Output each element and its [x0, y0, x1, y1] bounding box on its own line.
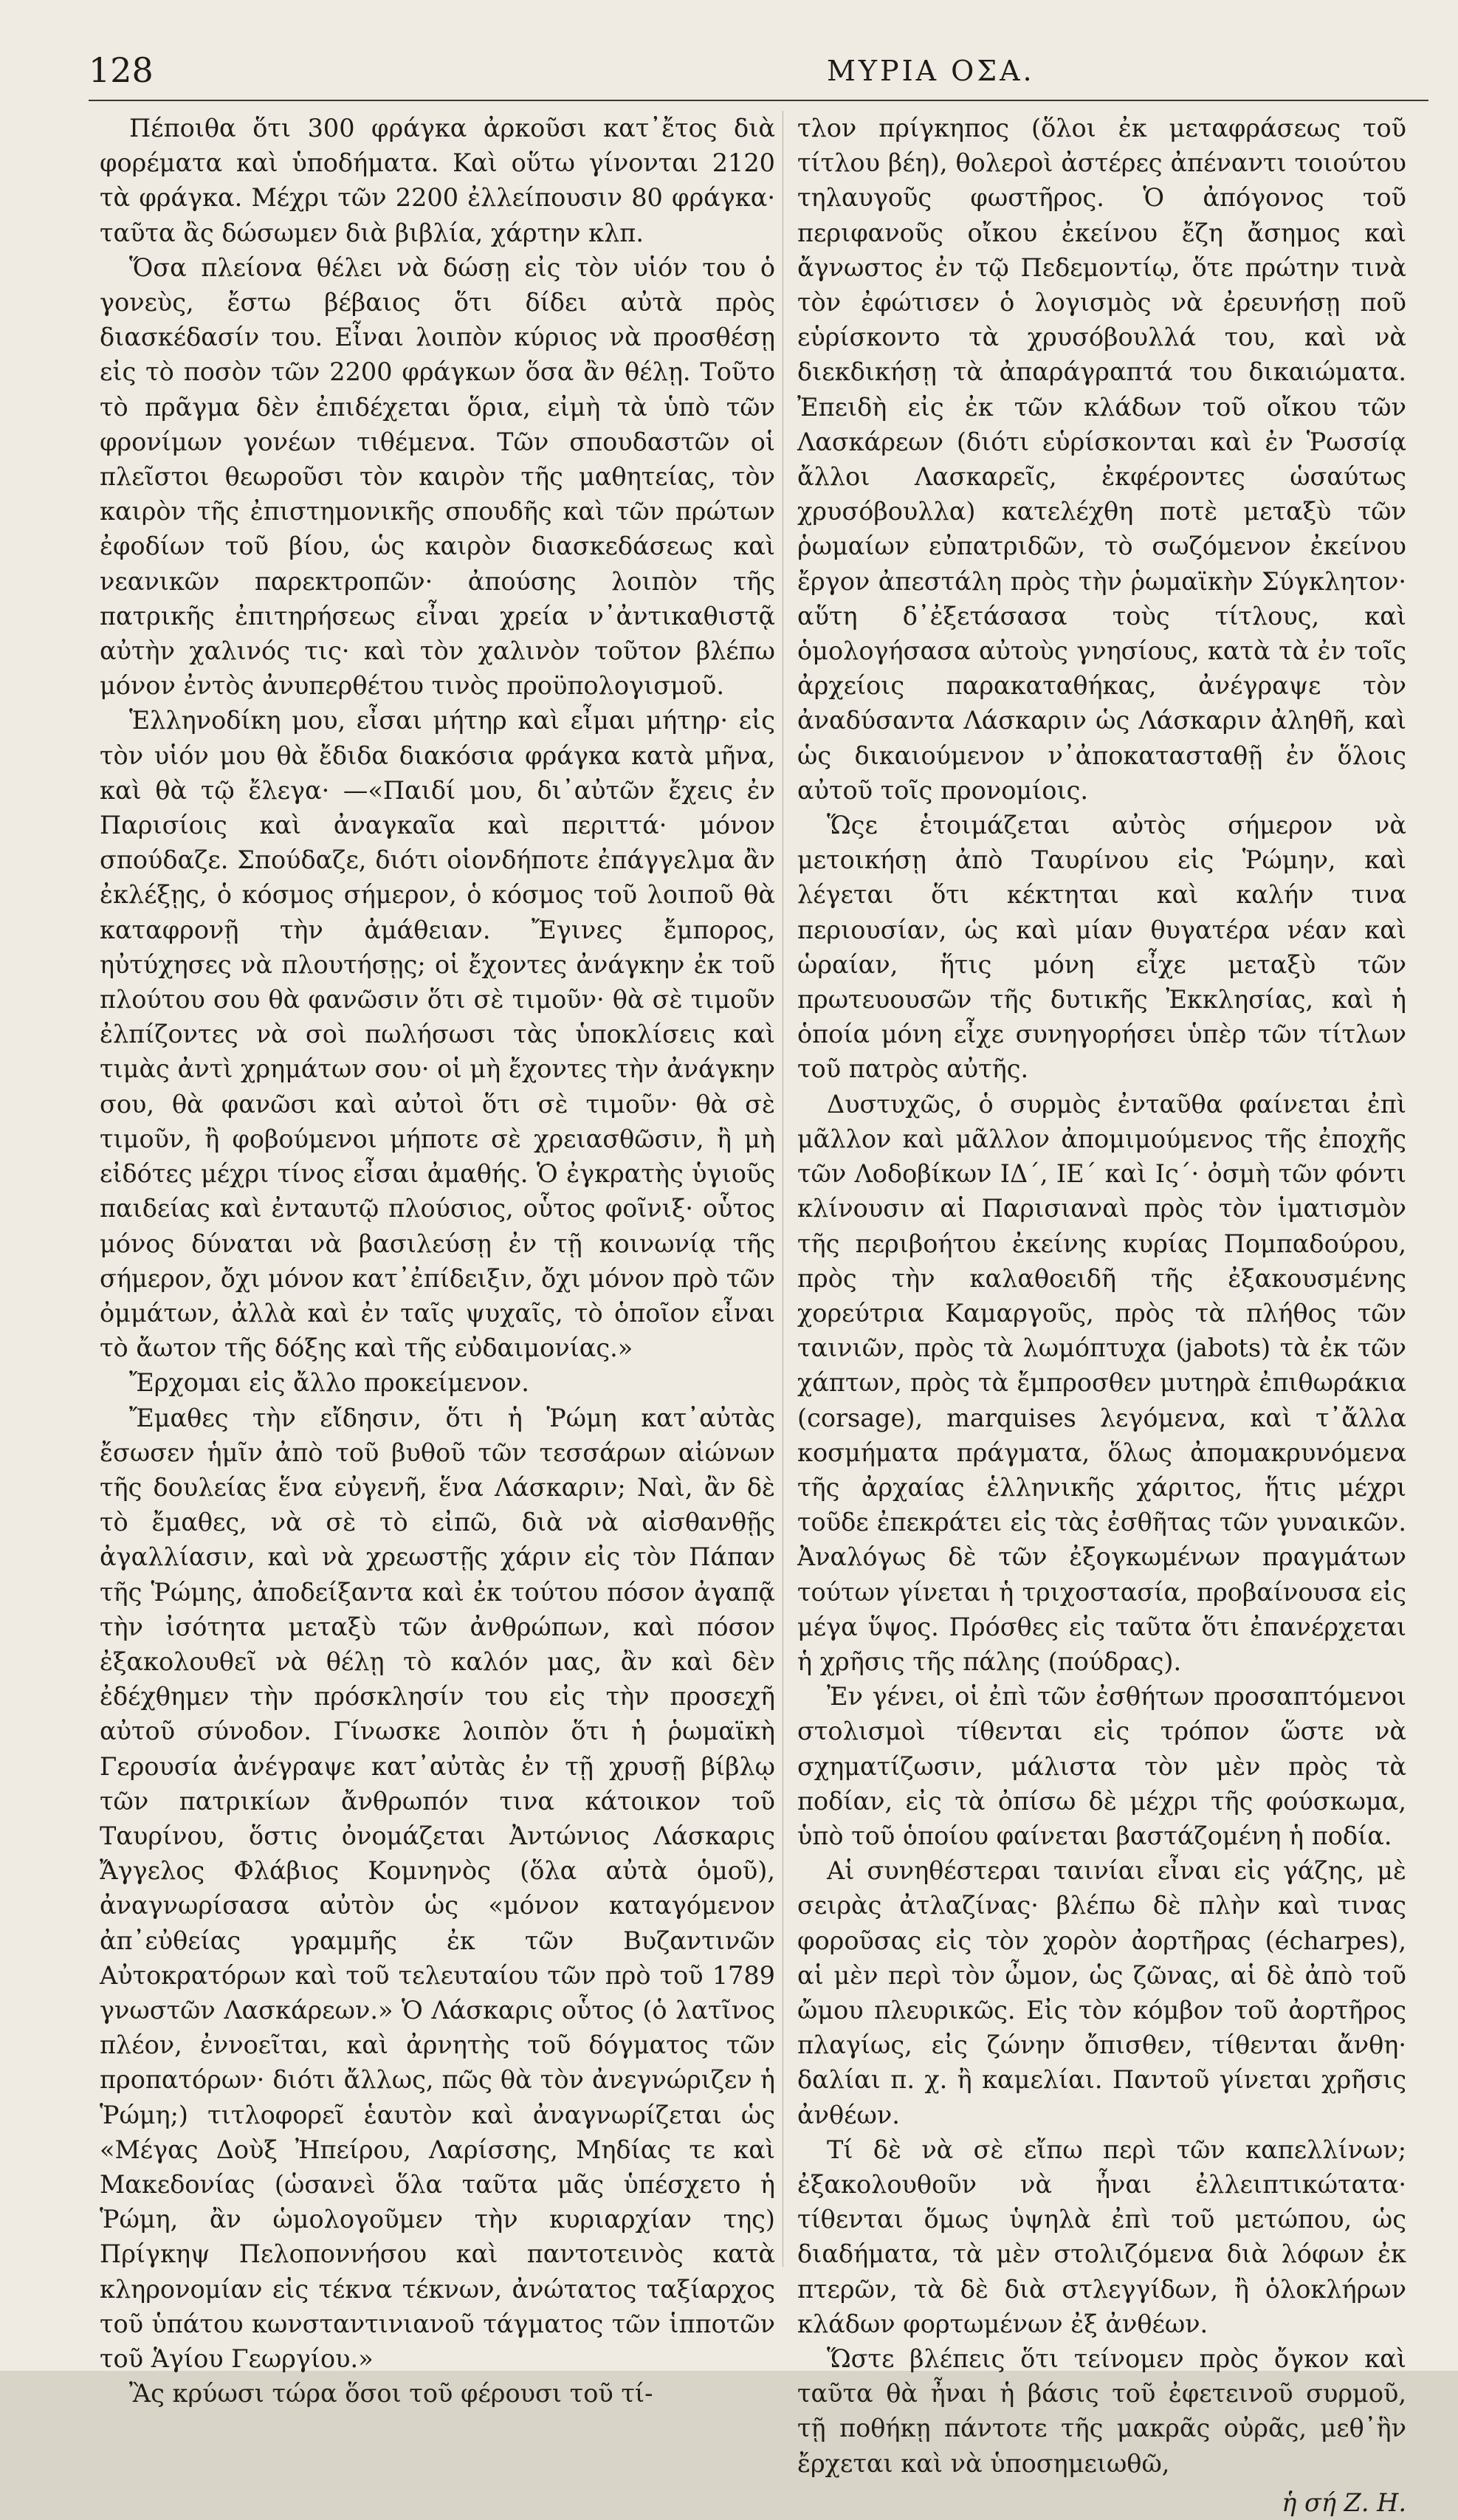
paragraph: Ὥστε βλέπεις ὅτι τείνομεν πρὸς ὄγκον καὶ ταῦτα θὰ ἦναι ἡ βάσις τοῦ ἐφετεινοῦ συρμοῦ, τῇ ποθήκῃ πάντοτε τῆς μακρᾶς οὐρᾶς, μεθ᾽ἣν ἔρχεται καὶ νὰ ὑποσημειωθῶ,: [797, 2344, 1406, 2478]
paragraph: Ἔρχομαι εἰς ἄλλο προκείμενον.: [129, 1368, 529, 1398]
paragraph: Τί δὲ νὰ σὲ εἴπω περὶ τῶν καπελλίνων; ἐξακολουθοῦν νὰ ἦναι ἐλλειπτικώτατα· τίθενται ὅμως ὑψηλὰ ἐπὶ τοῦ μετώπου, ὡς διαδήματα, τὰ μὲν στολιζόμενα διὰ λόφων ἐκ πτερῶν, τὰ δὲ διὰ στλεγγίδων, ἢ ὁλοκλήρων κλάδων φορτωμένων ἐξ ἀνθέων.: [797, 2135, 1406, 2338]
paragraph: Ἔμαθες τὴν εἴδησιν, ὅτι ἡ Ῥώμη κατ᾽αὐτὰς ἔσωσεν ἡμῖν ἀπὸ τοῦ βυθοῦ τῶν τεσσάρων αἰώνων τῆς δουλείας ἕνα εὐγενῆ, ἕνα Λάσκαριν; Ναὶ, ἂν δὲ τὸ ἔμαθες, νὰ σὲ τὸ εἰπῶ, διὰ νὰ αἰσθανθῇς ἀγαλλίασιν, καὶ νὰ χρεωστῇς χάριν εἰς τὸν Πάπαν τῆς Ῥώμης, ἀποδείξαντα καὶ ἐκ τούτου πόσον ἀγαπᾷ τὴν ἰσότητα μεταξὺ τῶν ἀνθρώπων, καὶ πόσον ἐξακολουθεῖ νὰ θέλῃ τὸ καλόν μας, ἂν καὶ δὲν ἐδέχθημεν τὴν πρόσκλησίν του εἰς τὴν προσεχῆ αὐτοῦ σύνοδον. Γίνωσκε λοιπὸν ὅτι ἡ ῥωμαϊκὴ Γερουσία ἀνέγραψε κατ᾽αὐτὰς ἐν τῇ χρυσῇ βίβλῳ τῶν πατρικίων ἄνθρωπόν τινα κάτοικον τοῦ Ταυρίνου, ὅστις ὀνομάζεται Ἀντώνιος Λάσκαρις Ἄγγελος Φλάβιος Κομνηνὸς (ὅλα αὐτὰ ὁμοῦ), ἀναγνωρίσασα αὐτὸν ὡς «μόνον καταγόμενον ἀπ᾽εὐθείας γραμμῆς ἐκ τῶν Βυζαντινῶν Αὐτοκρατόρων καὶ τοῦ τελευταίου τῶν πρὸ τοῦ 1789 γνωστῶν Λασκάρεων.» Ὁ Λάσκαρις οὗτος (ὁ λατῖνος πλέον, ἐννοεῖται, καὶ ἀρνητὴς τοῦ δόγματος τῶν προπατόρων· διότι ἄλλως, πῶς θὰ τὸν ἀνεγνώριζεν ἡ Ῥώμη;) τιτλοφορεῖ ἑαυτὸν καὶ ἀναγνωρίζεται ὡς «Μέγας Δοὺξ Ἠπείρου, Λαρίσσης, Μηδίας τε καὶ Μακεδονίας (ὡσανεὶ ὅλα ταῦτα μᾶς ὑπέσχετο ἡ Ῥώμη, ἂν ὡμολογοῦμεν τὴν κυριαρχίαν της) Πρίγκηψ Πελοποννήσου καὶ παντοτεινὸς κατὰ κληρονομίαν εἰς τέκνα τέκνων, ἀνώτατος ταξίαρχος τοῦ ὑπάτου κωνσταντινιανοῦ τάγματος τῶν ἱπποτῶν τοῦ Ἁγίου Γεωργίου.»: [100, 1403, 775, 2373]
paragraph: Ἐν γένει, οἱ ἐπὶ τῶν ἐσθήτων προσαπτόμενοι στολισμοὶ τίθενται εἰς τρόπον ὥστε νὰ σχηματίζωσιν, μάλιστα τὸν μὲν πρὸς τὰ ποδίαν, εἰς τὰ ὀπίσω δὲ μέχρι τῆς φούσκωμα, ὑπὸ τοῦ ὁποίου φαίνεται βαστάζομένη ἡ ποδία.: [797, 1682, 1406, 1850]
paragraph: Πέποιθα ὅτι 300 φράγκα ἀρκοῦσι κατ᾽ἔτος διὰ φορέματα καὶ ὑποδήματα. Καὶ οὕτω γίνονται 2120 τὰ φράγκα. Μέχρι τῶν 2200 ἐλλείπουσιν 80 φράγκα· ταῦτα ἂς δώσωμεν διὰ βιβλία, χάρτην κλπ.: [100, 114, 775, 247]
header-rule: [89, 100, 1428, 101]
paragraph: Δυστυχῶς, ὁ συρμὸς ἐνταῦθα φαίνεται ἐπὶ μᾶλλον καὶ μᾶλλον ἀπομιμούμενος τῆς ἐποχῆς τῶν Λοδοβίκων ΙΔ´, ΙΕ´ καὶ Ις´· ὀσμὴ τῶν φόντι κλίνουσιν αἱ Παρισιαναὶ πρὸς τὸν ἱματισμὸν τῆς περιβοήτου ἐκείνης κυρίας Πομπαδούρου, πρὸς τὴν καλαθοειδῆ τῆς ἐξακουσμένης χορεύτρια Καμαργοῦς, πρὸς τὰ πλήθος τῶν ταινιῶν, πρὸς τὰ λωμόπτυχα (jabots) τὰ ἐκ τῶν χάπτων, πρὸς τὰ ἔμπροσθεν μυτηρὰ ἐπιθωράκια (corsage), marquises λεγόμενα, καὶ τ᾽ἄλλα κοσμήματα πράγματα, ὅλως ἀπομακρυνόμενα τῆς ἀρχαίας ἑλληνικῆς χάριτος, ἥτις μέχρι τοῦδε ἐπεκράτει εἰς τὰς ἐσθῆτας τῶν γυναικῶν. Ἀναλόγως δὲ τῶν ἐξογκωμένων πραγμάτων τούτων γίνεται ἡ τριχοστασία, προβαίνουσα εἰς μέγα ὕψος. Πρόσθες εἰς ταῦτα ὅτι ἐπανέρχεται ἡ χρῆσις τῆς πάλης (πούδρας).: [797, 1089, 1406, 1676]
signature: ἡ σή Ζ. Η.: [1282, 2488, 1406, 2517]
paragraph: Ὥςε ἑτοιμάζεται αὐτὸς σήμερον νὰ μετοικήσῃ ἀπὸ Ταυρίνου εἰς Ῥώμην, καὶ λέγεται ὅτι κέκτηται καὶ καλήν τινα περιουσίαν, ὡς καὶ μίαν θυγατέρα νέαν καὶ ὡραίαν, ἥτις μόνη εἶχε μεταξὺ τῶν πρωτευουσῶν τῆς δυτικῆς Ἐκκλησίας, καὶ ἡ ὁποία μόνη εἶχε συνηγορήσει ὑπὲρ τῶν τίτλων τοῦ πατρὸς αὐτῆς.: [797, 811, 1406, 1084]
paragraph: Αἱ συνηθέστεραι ταινίαι εἶναι εἰς γάζης, μὲ σειρὰς ἀτλαζίνας· βλέπω δὲ πλὴν καὶ τινας φοροῦσας εἰς τὸν χορὸν ἀορτῆρας (écharpes), αἱ μὲν περὶ τὸν ὦμον, ὡς ζῶνας, αἱ δὲ ἀπὸ τοῦ ὤμου πλευρικῶς. Εἰς τὸν κόμβον τοῦ ἀορτῆρος πλαγίως, εἰς ζώνην ὄπισθεν, τίθενται ἄνθη· δαλίαι π. χ. ἢ καμελίαι. Παντοῦ γίνεται χρῆσις ἀνθέων.: [797, 1856, 1406, 2129]
paragraph: Ἑλληνοδίκη μου, εἶσαι μήτηρ καὶ εἶμαι μήτηρ· εἰς τὸν υἱόν μου θὰ ἔδιδα διακόσια φράγκα κατὰ μῆνα, καὶ θὰ τῷ ἔλεγα· —«Παιδί μου, δι᾽αὐτῶν ἔχεις ἐν Παρισίοις καὶ ἀναγκαῖα καὶ περιττά· μόνον σπούδαζε. Σπούδαζε, διότι οἱονδήποτε ἐπάγγελμα ἂν ἐκλέξῃς, ὁ κόσμος σήμερον, ὁ κόσμος τοῦ λοιποῦ θὰ καταφρονῇ τὴν ἀμάθειαν. Ἔγινες ἔμπορος, ηὐτύχησες νὰ πλουτήσῃς; οἱ ἔχοντες ἀνάγκην ἐκ τοῦ πλούτου σου θὰ φανῶσιν ὅτι σὲ τιμοῦν· θὰ σὲ τιμοῦν ἐλπίζοντες νὰ σοὶ πωλήσωσι τὰς ὑποκλίσεις καὶ τιμὰς ἀντὶ χρημάτων σου· οἱ μὴ ἔχοντες τὴν ἀνάγκην σου, θὰ φανῶσι καὶ αὐτοὶ ὅτι σὲ τιμοῦν· θὰ σὲ τιμοῦν, ἢ φοβούμενοι μήποτε σὲ χρειασθῶσιν, ἢ μὴ εἰδότες μέχρι τίνος εἶσαι ἀμαθής. Ὁ ἐγκρατὴς ὑγιοῦς παιδείας καὶ ἐνταυτῷ πλούσιος, οὗτος φοῖνιξ· οὗτος μόνος δύναται νὰ βασιλεύσῃ ἐν τῇ κοινωνίᾳ τῆς σήμερον, ὄχι μόνον κατ᾽ἐπίδειξιν, ὄχι μόνον πρὸ τῶν ὀμμάτων, ἀλλὰ καὶ ἐν ταῖς ψυχαῖς, τὸ ὁποῖον εἶναι τὸ ἄωτον τῆς δόξης καὶ τῆς εὐδαιμονίας.»: [100, 706, 775, 1363]
running-title: ΜΥΡΙΑ ΟΣΑ.: [827, 55, 1035, 87]
paragraph: Ὅσα πλείονα θέλει νὰ δώσῃ εἰς τὸν υἱόν του ὁ γονεὺς, ἔστω βέβαιος ὅτι δίδει αὐτὰ πρὸς διασκέδασίν του. Εἶναι λοιπὸν κύριος νὰ προσθέσῃ εἰς τὸ ποσὸν τῶν 2200 φράγκων ὅσα ἂν θέλῃ. Τοῦτο τὸ πρᾶγμα δὲν ἐπιδέχεται ὅρια, εἰμὴ τὰ ὑπὸ τῶν φρονίμων γονέων τιθέμενα. Τῶν σπουδαστῶν οἱ πλεῖστοι θεωροῦσι τὸν καιρὸν τῆς μαθητείας, τὸν καιρὸν τῆς ἐπιστημονικῆς σπουδῆς καὶ τῶν πρώτων ἐφοδίων τοῦ βίου, ὡς καιρὸν διασκεδάσεως καὶ νεανικῶν παρεκτροπῶν· ἀπούσης λοιπὸν τῆς πατρικῆς ἐπιτηρήσεως εἶναι χρεία ν᾽ἀντικαθιστᾷ αὐτὴν χαλινός τις· καὶ τὸν χαλινὸν τοῦτον βλέπω μόνον ἐντὸς ἀνυπερθέτου τινὸς προϋπολογισμοῦ.: [100, 253, 775, 701]
left-column: [100, 111, 775, 2411]
right-column: [797, 111, 1406, 2520]
page-number: 128: [89, 50, 154, 90]
paragraph: τλον πρίγκηπος (ὅλοι ἐκ μεταφράσεως τοῦ τίτλου βέη), θολεροὶ ἀστέρες ἀπέναντι τοιούτου τηλαυγοῦς φωστῆρος. Ὁ ἀπόγονος τοῦ περιφανοῦς οἴκου ἐκείνου ἔζη ἄσημος καὶ ἄγνωστος ἐν τῷ Πεδεμοντίῳ, ὅτε πρώτην τινὰ τὸν ἐφώτισεν ὁ λογισμὸς νὰ ἐρευνήσῃ ποῦ εὑρίσκοντο τὰ χρυσόβουλλά του, καὶ νὰ διεκδικήσῃ τὰ ἀπαράγραπτά του δικαιώματα. Ἐπειδὴ εἰς ἐκ τῶν κλάδων τοῦ οἴκου τῶν Λασκάρεων (διότι εὑρίσκονται καὶ ἐν Ῥωσσίᾳ ἄλλοι Λασκαρεῖς, ἐκφέροντες ὡσαύτως χρυσόβουλλα) κατελέχθη ποτὲ μεταξὺ τῶν ῥωμαίων εὐπατριδῶν, τὸ σωζόμενον ἐκείνου ἔργον ἀπεστάλη πρὸς τὴν ῥωμαϊκὴν Σύγκλητον· αὕτη δ᾽ἐξετάσασα τοὺς τίτλους, καὶ ὁμολογήσασα αὐτοὺς γνησίους, κατὰ τὰ ἐν τοῖς ἀρχείοις παρακαταθήκας, ἀνέγραψε τὸν ἀναδύσαντα Λάσκαριν ὡς Λάσκαριν ἀληθῆ, καὶ ὡς δικαιούμενον ν᾽ἀποκατασταθῇ ἐν ὅλοις αὐτοῦ τοῖς προνομίοις.: [797, 114, 1406, 805]
paragraph: Ἂς κρύωσι τώρα ὅσοι τοῦ φέρουσι τοῦ τί-: [129, 2379, 653, 2409]
